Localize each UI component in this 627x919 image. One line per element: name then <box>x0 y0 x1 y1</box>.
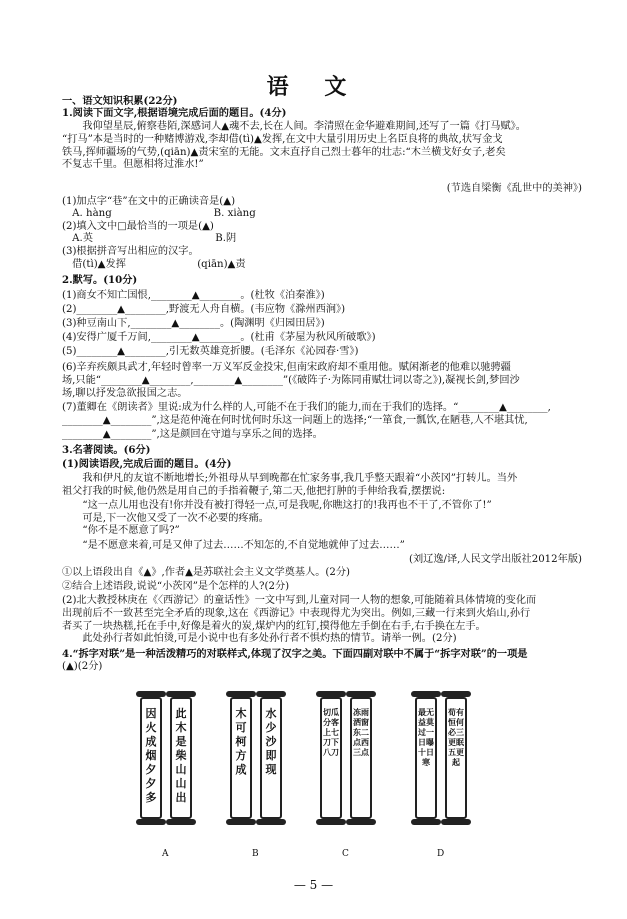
couplet-scroll <box>415 697 437 819</box>
text-line: (1)商女不知亡国恨,________▲________。(杜牧《泊秦淮》) <box>62 290 325 301</box>
text-line: (▲)(2分) <box>62 661 103 672</box>
couplet-option-label: C <box>342 849 349 859</box>
text-line: 我和伊凡的友谊不断地增长;外祖母从早到晚都在忙家务事,我几乎整天跟着“小茨冈”打转儿。当外 <box>62 473 518 484</box>
couplet-scroll <box>140 697 162 819</box>
text-line: A.英 B.阴 <box>62 233 237 244</box>
couplet-text: 最无益莫过一日曝十日寒 <box>418 707 434 767</box>
couplet-option-label: B <box>252 849 259 859</box>
text-line: “这一点儿用也没有!你并没有被打得轻一点,可是我呢,你瞧这打的!我再也不干了,不管你了!” <box>62 500 492 511</box>
couplet-option-label: A <box>162 849 169 859</box>
text-line: “你不是不愿意了吗?” <box>62 525 180 536</box>
text-line: (2)________▲________,野渡无人舟自横。(韦应物《滁州西涧》) <box>62 304 346 315</box>
text-line: 出现前后不一致甚至完全矛盾的现象,这在《西游记》中表现得尤为突出。例如,三藏一行来到火焰山,孙行 <box>62 608 531 619</box>
couplet-scroll <box>260 697 282 819</box>
couplet-text: 荀有恒何必三更眠五更起 <box>448 707 464 767</box>
couplet-option-label: D <box>437 849 445 859</box>
text-line: A. hàng B. xiàng <box>62 208 256 219</box>
couplet-scroll <box>230 697 252 819</box>
text-line: ________▲________”,这是范仲淹在何时忧何时乐这一问题上的选择;“一箪食,一瓢饮,在陋巷,人不堪其忧, <box>62 415 528 426</box>
text-line: ①以上语段出自《▲》,作者▲是苏联社会主义文学奠基人。(2分) <box>62 567 351 578</box>
text-line: “是不愿意来着,可是又伸了过去……不知怎的,不自觉地就伸了过去……” <box>62 540 405 551</box>
page-number: — 5 — <box>293 878 334 892</box>
text-line: 我仰望星辰,俯察巷陌,深感词人▲魂不去,长在人间。李清照在金华避难期间,还写了一篇《打马赋》。 <box>62 121 526 132</box>
text-line: (7)董卿在《朗读者》里说:成为什么样的人,可能不在于我们的能力,而在于我们的选择。“________▲________, <box>62 402 551 413</box>
text-line: (2)填入文中□最恰当的一项是(▲) <box>62 221 214 232</box>
couplet-text: 冻雨洒窗东二点西三点 <box>353 707 369 757</box>
couplet-scroll <box>320 697 342 819</box>
couplet-text: 因火成烟夕夕多 <box>145 707 157 804</box>
couplet-text: 水少沙即现 <box>265 707 277 776</box>
text-line: 祖父打我的时候,他仍然是用自己的手指着鞭子,第二天,他把打肿的手伸给我看,摆摆说: <box>62 486 446 497</box>
couplet-scroll <box>350 697 372 819</box>
text-line: (4)安得广厦千万间,________▲________。(杜甫《茅屋为秋风所破歌》) <box>62 332 376 343</box>
text-line: (刘辽逸/译,人民文学出版社2012年版) <box>409 554 582 565</box>
text-line: (6)辛弃疾颇具武才,年轻时曾率一万义军反金投宋,但南宋政府却不重用他。赋闲渐老的他难以驰骋疆 <box>62 362 511 373</box>
couplet-text: 此木是柴山山出 <box>175 707 187 804</box>
text-line: (3)根据拼音写出相应的汉字。 <box>62 246 199 257</box>
couplet-figure <box>140 697 510 859</box>
couplet-text: 切瓜分客上七刀下八刀 <box>323 707 339 757</box>
text-line: 场,只能“________▲________,________▲________”(《破阵子·为陈同甫赋壮词以寄之》),凝视长剑,梦回沙 <box>62 375 520 386</box>
text-line: 4.“拆字对联”是一种活泼精巧的对联样式,体现了汉字之美。下面四副对联中不属于“拆字对联”的一项是 <box>62 648 528 660</box>
text-line: 一、语文知识积累(22分) <box>62 95 178 107</box>
page-title: 语 文 <box>266 74 361 100</box>
text-line: ②结合上述语段,说说“小茨冈”是个怎样的人?(2分) <box>62 581 290 592</box>
couplet-scroll <box>170 697 192 819</box>
text-line: 场,聊以抒发急欲报国之志。 <box>62 388 188 399</box>
text-line: 借(tì)▲发挥 (qiān)▲责 <box>62 259 246 270</box>
text-line: 者买了一块热糕,托在手中,好像是着火的炭,煤炉内的红钉,摸得他左手倒在右手,右手换在左手。 <box>62 621 486 632</box>
text-line: ________▲________”,这是颜回在守道与享乐之间的选择。 <box>62 429 323 440</box>
text-line: 铁马,挥师疆场的气势,(qiān)▲责宋室的无能。文末直抒自己烈士暮年的壮志:“木兰横戈好女子,老矣 <box>62 147 506 158</box>
text-line: 此处孙行者如此怕烫,可是小说中也有多处孙行者不惧灼热的情节。请举一例。(2分) <box>62 633 457 644</box>
couplet-scroll <box>445 697 467 819</box>
text-line: 不复志千里。但愿相将过淮水!” <box>62 159 204 170</box>
couplet-text: 木可柯方成 <box>235 707 247 776</box>
text-line: (5)________▲________,引无数英雄竞折腰。(毛泽东《沁园春·雪》) <box>62 346 359 357</box>
text-line: (3)种豆南山下,________▲________。(陶渊明《归园田居》) <box>62 318 325 329</box>
text-line: 3.名著阅读。(6分) <box>62 444 151 456</box>
text-line: 2.默写。(10分) <box>62 274 138 286</box>
text-line: (节选自梁衡《乱世中的美神》) <box>446 183 582 194</box>
text-line: (2)北大教授林庚在《〈西游记〉的童话性》一文中写到,儿童对同一人物的想象,可能随着具体情境的变化而 <box>62 595 537 606</box>
text-line: (1)加点字“巷”在文中的正确读音是(▲) <box>62 196 236 207</box>
text-line: 可是,下一次他又受了一次不必要的疼痛。 <box>62 513 269 524</box>
text-line: “打马”本是当时的一种赌博游戏,李却借(tì)▲发挥,在文中大量引用历史上名臣良将的典故,状写金戈 <box>62 134 503 145</box>
text-line: (1)阅读语段,完成后面的题目。(4分) <box>62 458 232 470</box>
text-line: 1.阅读下面文字,根据语境完成后面的题目。(4分) <box>62 107 287 119</box>
